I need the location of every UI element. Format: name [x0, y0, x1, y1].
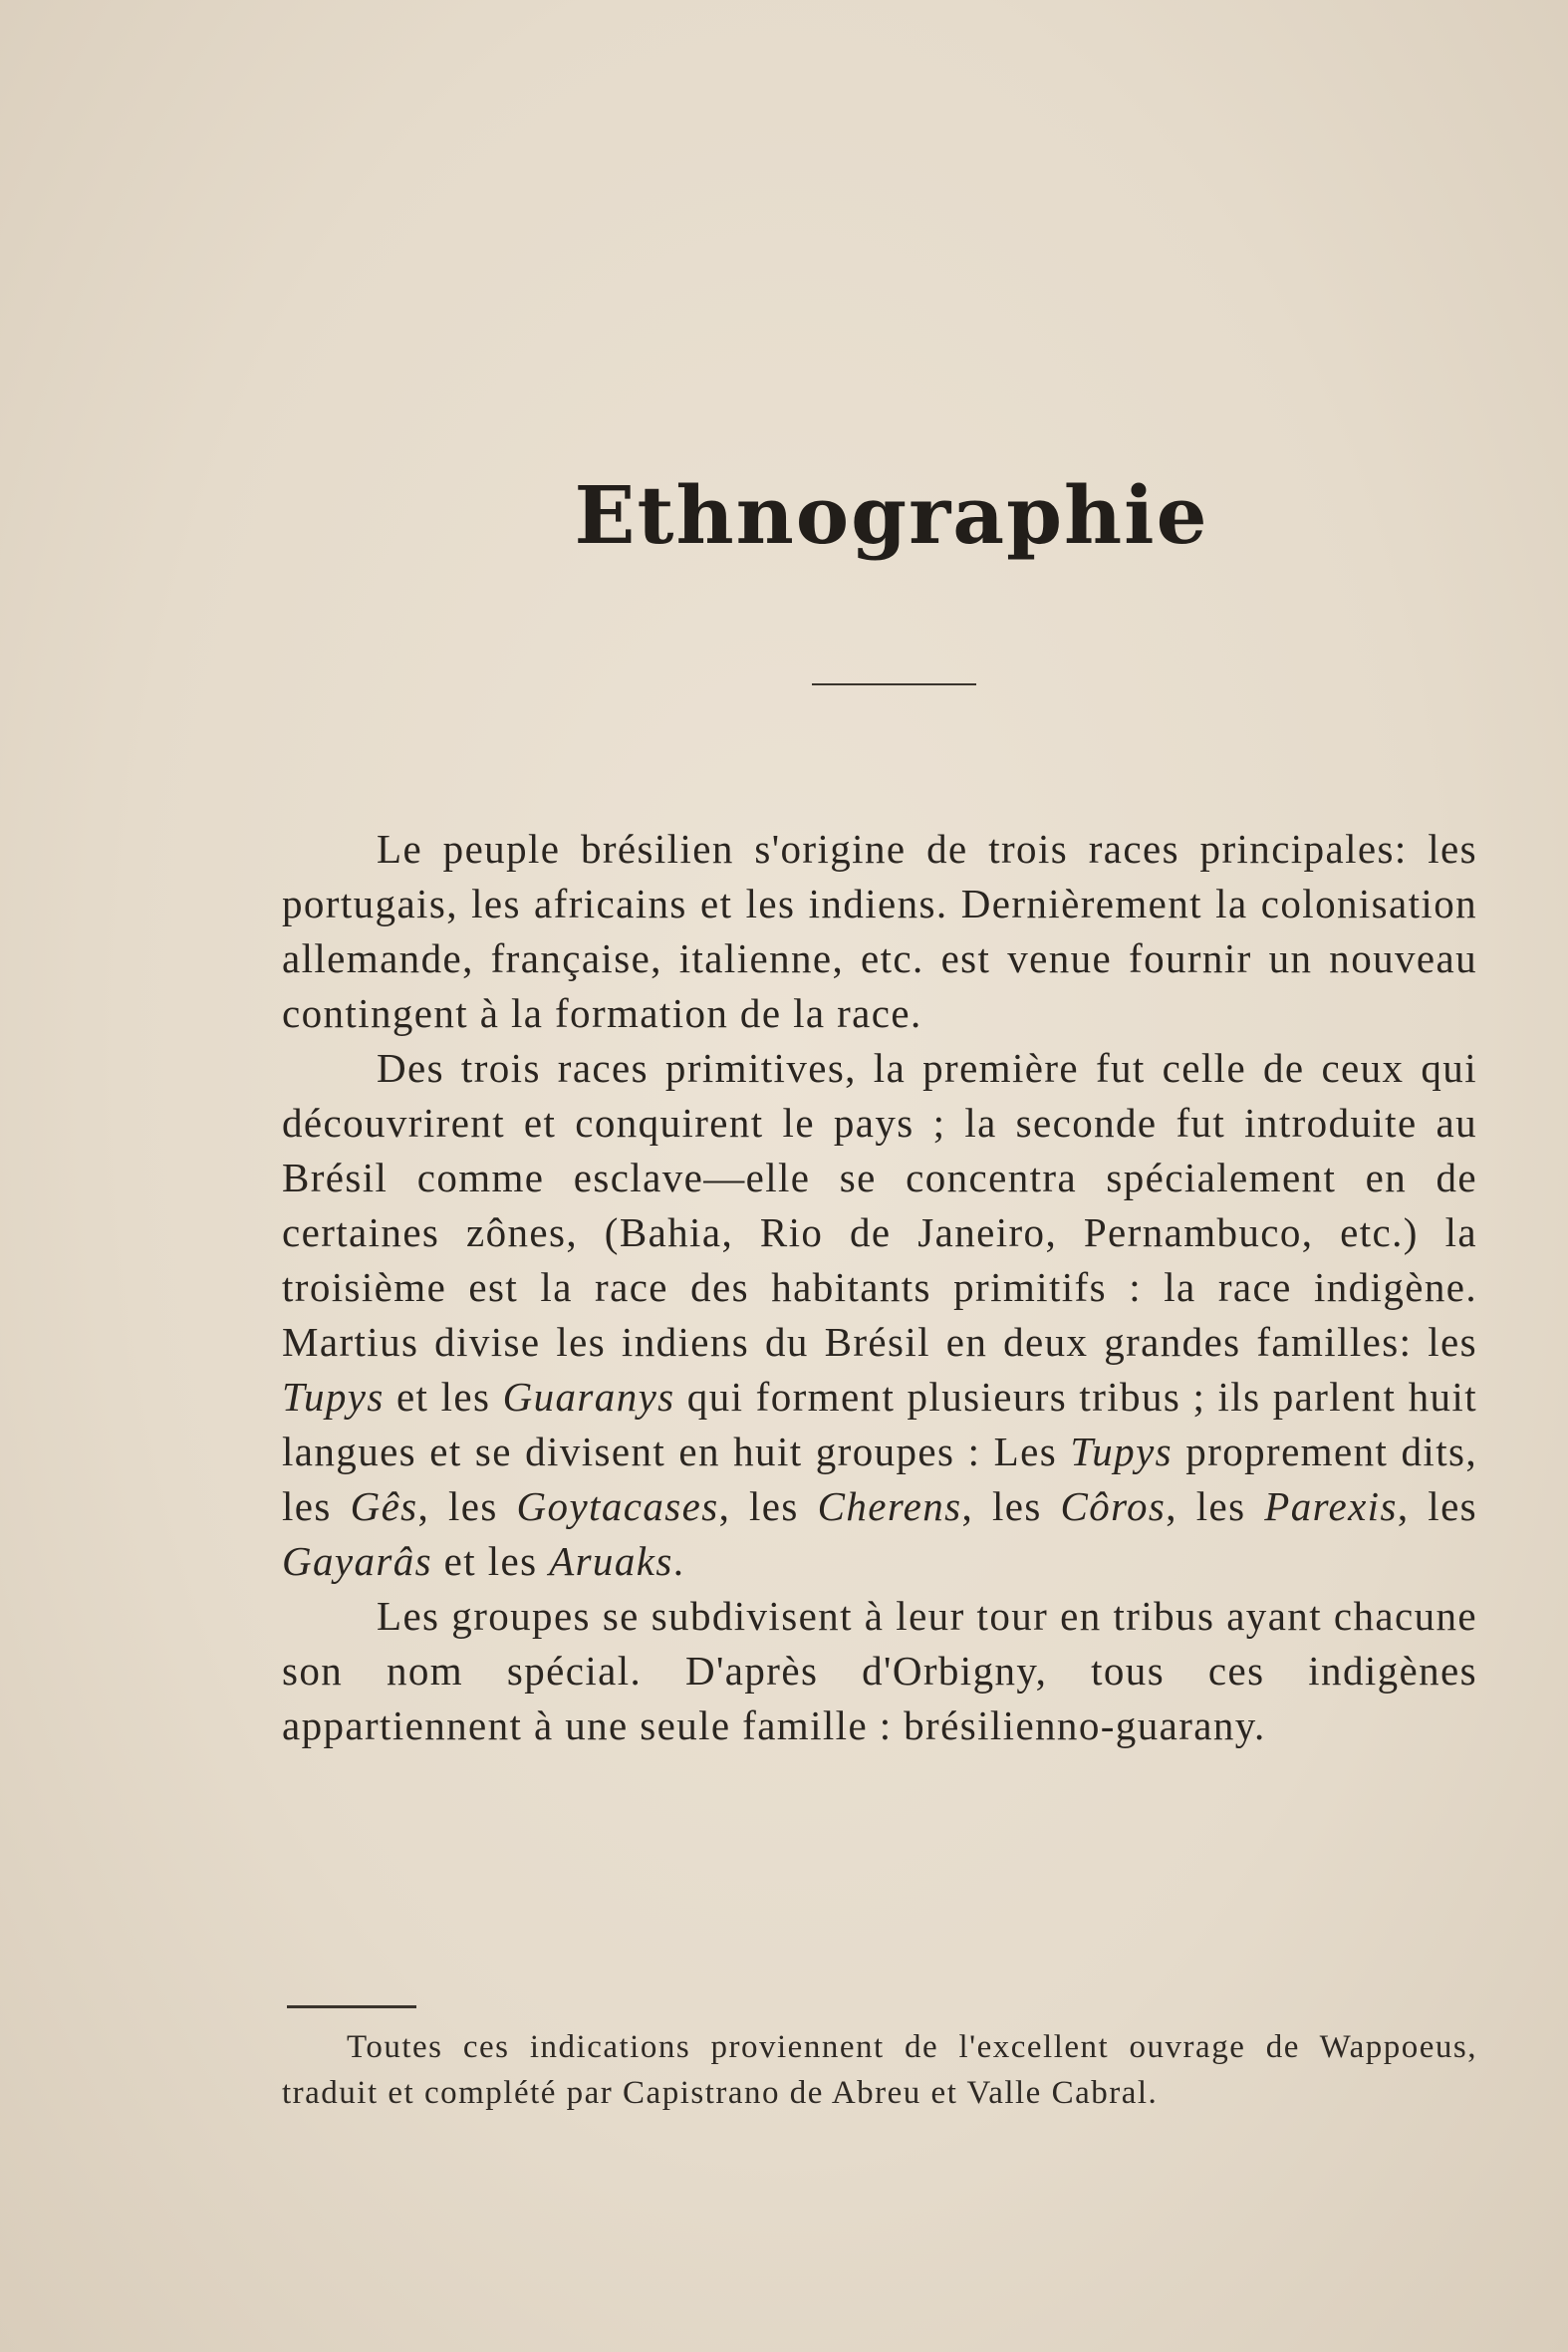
italic-term: Tupys	[282, 1374, 385, 1420]
title-divider	[812, 683, 976, 685]
footnote: Toutes ces indications proviennent de l'excellent ouvrage de Wappoeus, traduit et complété par Capistrano de Abreu et Valle Cabral.	[282, 2029, 1477, 2111]
text-run: Les groupes se subdivisent à leur tour en tribus ayant chacune son nom spécial. D'après d'Orbigny, tous ces indigènes appartiennent à une seule famille : brésilienno-guarany.	[282, 1593, 1477, 1748]
text-run: et les	[432, 1538, 550, 1584]
text-run: Des trois races primitives, la première fut celle de ceux qui découvrirent et conquirent le pays ; la seconde fut introduite au Brésil comme esclave—elle se concentra spécialement en de certaines zônes, (Bahia, Rio de Janeiro, Pernambuco, etc.) la troisième est la race des habitants primitifs : la race indigène. Martius divise les indiens du Brésil en deux grandes familles: les	[282, 1045, 1477, 1365]
italic-term: Tupys	[1070, 1429, 1174, 1474]
text-run: , les	[1166, 1483, 1265, 1529]
text-run: , les	[718, 1483, 818, 1529]
italic-term: Gês	[350, 1483, 418, 1529]
text-run: qui forment plusieurs tribus ; ils parlent huit langues et se divisent en huit groupes : Les	[282, 1374, 1477, 1474]
paragraph-2	[282, 1041, 1477, 1589]
italic-term: Aruaks	[549, 1538, 673, 1584]
paragraph-1	[282, 822, 1477, 1041]
italic-term: Parexis	[1264, 1483, 1398, 1529]
text-run: Le peuple brésilien s'origine de trois races principales: les portugais, les africains et les indiens. Dernièrement la colonisation allemande, française, italienne, etc. est venue fournir un nouveau contingent à la formation de la race.	[282, 826, 1477, 1036]
italic-term: Goytacases	[516, 1483, 719, 1529]
page-title: Ethnographie	[574, 468, 1209, 562]
text-run: et les	[384, 1374, 503, 1420]
paragraph-3	[282, 1589, 1477, 1753]
italic-term: Cherens	[817, 1483, 962, 1529]
body-text	[282, 822, 1477, 1753]
text-run: proprement dits, les	[282, 1429, 1477, 1529]
text-run: , les	[417, 1483, 517, 1529]
text-run: .	[672, 1538, 685, 1584]
italic-term: Guaranys	[502, 1374, 675, 1420]
footnote-divider	[287, 2005, 416, 2008]
italic-term: Gayarâs	[282, 1538, 433, 1584]
italic-term: Côros	[1060, 1483, 1167, 1529]
text-run: , les	[1397, 1483, 1478, 1529]
text-run: , les	[961, 1483, 1061, 1529]
